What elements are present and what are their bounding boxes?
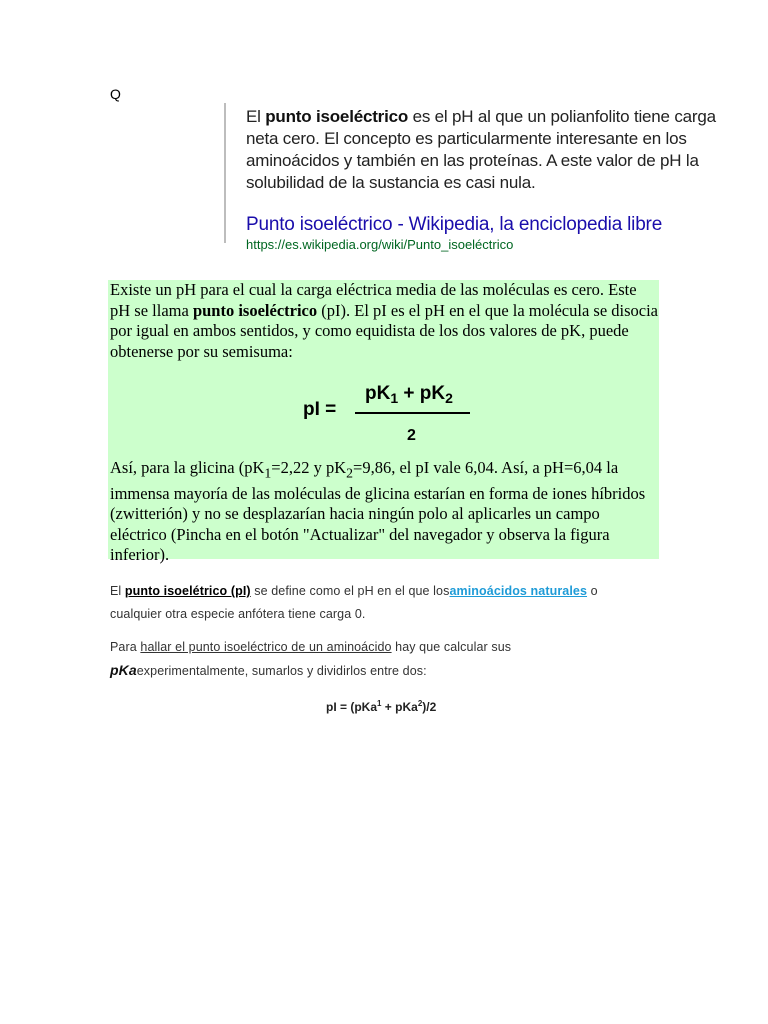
formula-lhs: pI =: [303, 399, 337, 420]
glycine-text-a: Así, para la glicina (pK: [110, 458, 265, 477]
formula2-b: + pKa: [381, 700, 418, 714]
glycine-text-b: =2,22 y pK: [271, 458, 347, 477]
para1-mid: se define como el pH en el que los: [250, 584, 450, 598]
definition-text-start: Existe un pH para el cual la carga eléctrica media de las moléculas es cero. Este pH se llama: [110, 280, 637, 320]
glycine-text-c: =9,86, el pI vale 6,04. Así, a pH=6,04 la immensa mayoría de las moléculas de glicina estarían en forma de iones híbridos (zwitterión) y no se desplazarían hacia ningún polo al aplicarles un campo eléctrico (Pincha en el botón "Actualizar" del navegador y observa la figura inferior).: [110, 458, 646, 565]
fraction-bar: [355, 412, 470, 414]
glycine-sub2: 2: [346, 465, 354, 481]
pka-term: pKa: [110, 662, 137, 678]
para2-mid: hay que calcular sus: [391, 640, 512, 654]
formula-pk2: pK: [419, 383, 446, 404]
para2-end: experimentalmente, sumarlos y dividirlos entre dos:: [136, 664, 427, 678]
definition-box: [108, 280, 659, 565]
para1-end: o cualquier otra especie anfótera tiene carga 0.: [110, 584, 598, 621]
formula-sub1: 1: [390, 390, 399, 406]
definition-term: punto isoeléctrico: [192, 300, 318, 320]
isoelectric-term-link[interactable]: punto isoelétrico (pI): [124, 584, 251, 598]
formula-sub2: 2: [445, 390, 453, 406]
formula-numerator: [365, 384, 453, 409]
formula-plus: +: [398, 383, 420, 404]
search-snippet: [224, 103, 716, 252]
glycine-paragraph: [110, 458, 658, 566]
glycine-sub1: 1: [264, 465, 272, 481]
formula-denominator: 2: [407, 427, 416, 444]
snippet-url: https://es.wikipedia.org/wiki/Punto_isoeléctrico: [246, 237, 514, 252]
formula2-c: )/2: [422, 700, 437, 714]
wikipedia-link[interactable]: Punto isoeléctrico - Wikipedia, la enciclopedia libre: [246, 214, 663, 235]
definition-text-end: (pI). El pI es el pH en el que la molécula se disocia por igual en ambos sentidos, y como equidista de los dos valores de pK, puede obtenerse por su semisuma:: [110, 300, 659, 361]
formula2-sup1: 1: [377, 699, 382, 708]
q-label: Q: [110, 86, 121, 102]
para1-pre: El: [110, 584, 125, 598]
formula2-a: pI = (pKa: [326, 700, 378, 714]
definition-paragraph: [110, 280, 658, 362]
isoelectric-definition: [110, 580, 650, 626]
snippet-text-rest: es el pH al que un polianfolito tiene carga neta cero. El concepto es particularmente interesante en los aminoácidos y también en las proteínas. A este valor de pH la solubilidad de la sustancia es casi nula.: [246, 107, 716, 192]
find-isoelectric-link[interactable]: hallar el punto isoeléctrico de un aminoácido: [140, 640, 392, 654]
snippet-term: punto isoeléctrico: [265, 107, 409, 126]
snippet-text-pre: El: [246, 107, 266, 126]
snippet-text: [246, 106, 716, 194]
formula2-sup2: 2: [417, 699, 423, 708]
pi-formula-inline: [326, 699, 436, 714]
calculation-instructions: [110, 636, 650, 683]
formula-pk1: pK: [365, 383, 391, 404]
pi-formula: [303, 384, 473, 448]
amino-acids-link[interactable]: aminoácidos naturales: [449, 584, 588, 598]
para2-pre: Para: [110, 640, 141, 654]
